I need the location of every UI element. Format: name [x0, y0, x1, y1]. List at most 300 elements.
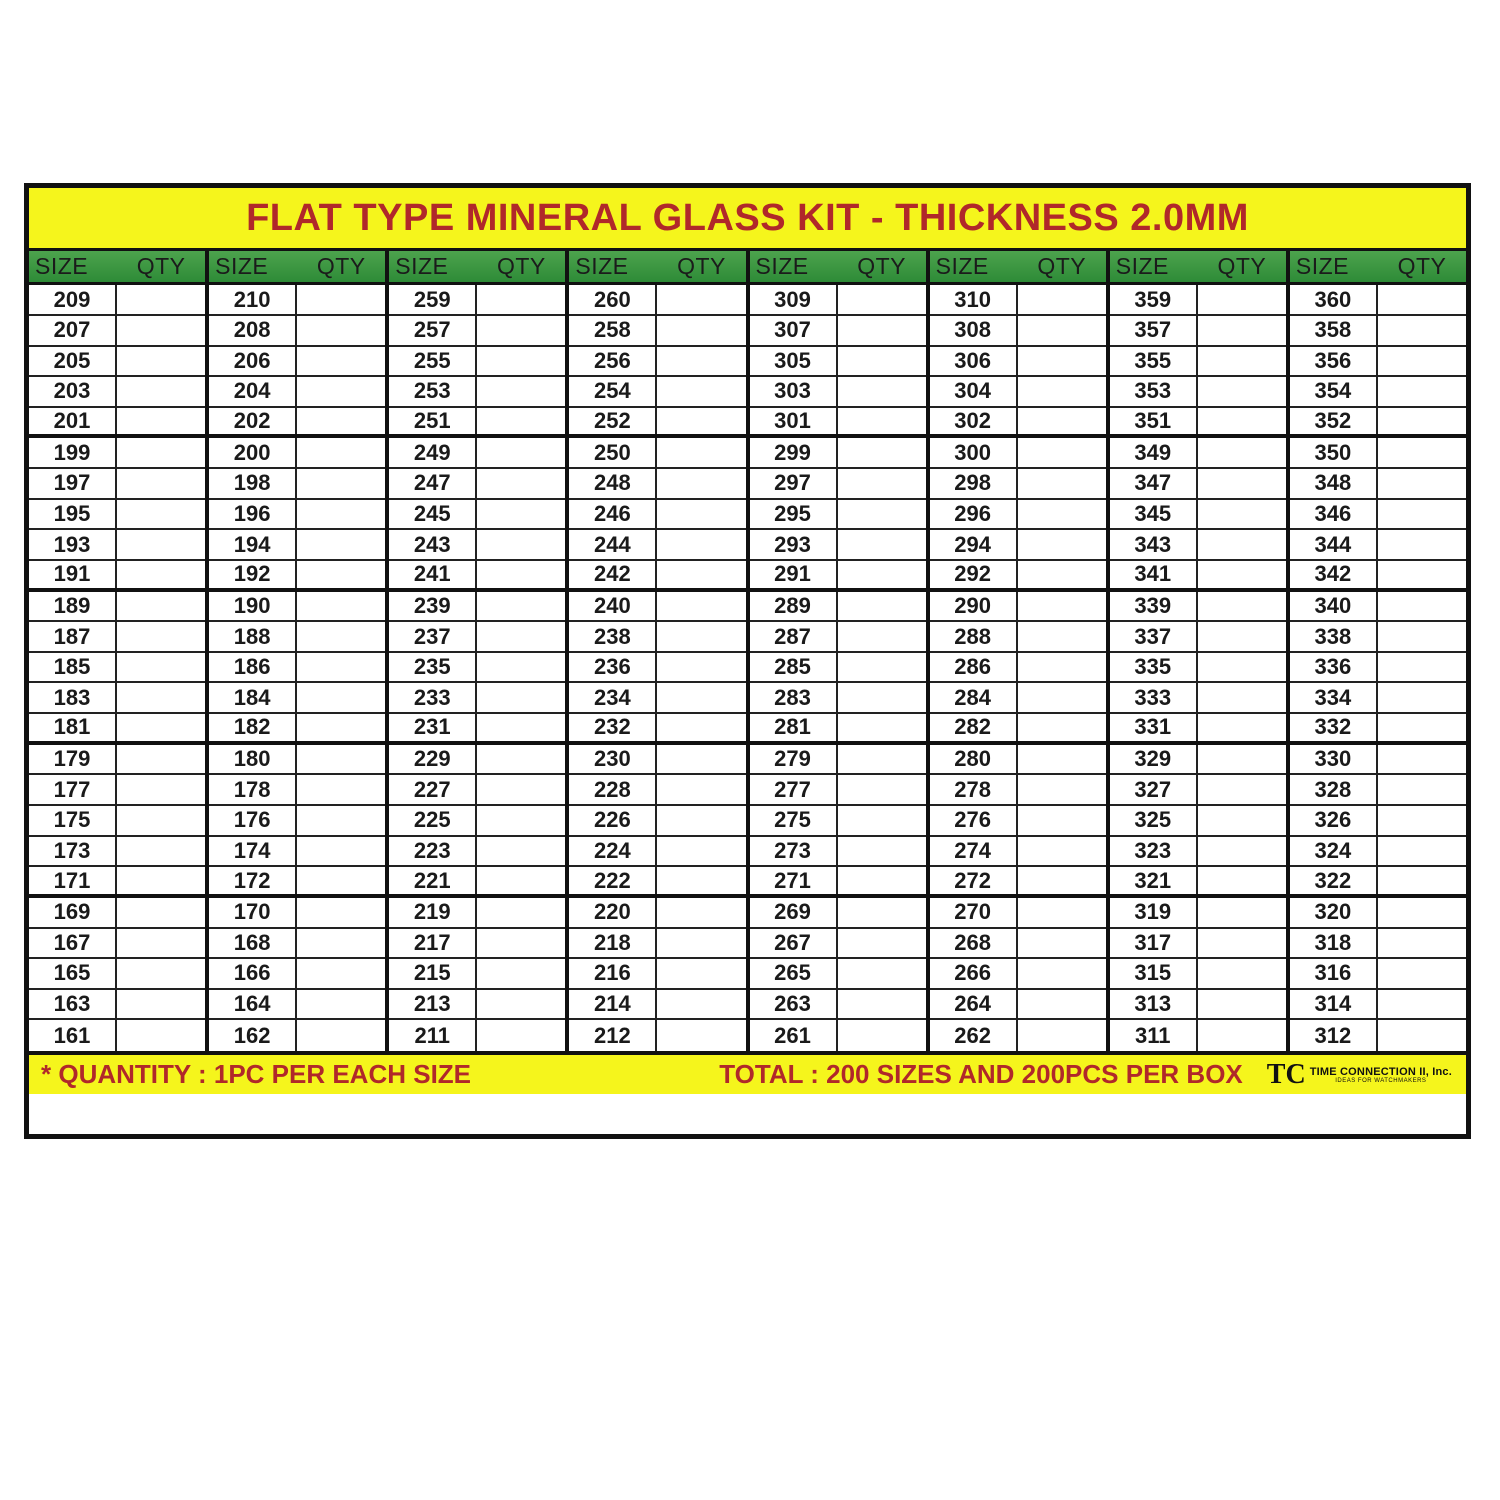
size-cell: 188 [209, 622, 297, 651]
table-row [209, 592, 385, 623]
size-cell: 162 [209, 1020, 297, 1051]
size-cell: 322 [1290, 867, 1378, 894]
title-main: FLAT TYPE MINERAL GLASS KIT - THICKNESS [246, 196, 1131, 239]
qty-cell [117, 561, 205, 588]
qty-cell [838, 714, 926, 741]
qty-cell [297, 408, 385, 435]
size-cell: 321 [1110, 867, 1198, 894]
qty-cell [1018, 929, 1106, 958]
qty-cell [477, 775, 565, 804]
qty-cell [117, 530, 205, 559]
size-cell: 200 [209, 438, 297, 467]
qty-cell [117, 500, 205, 529]
size-cell: 341 [1110, 561, 1198, 588]
table-row [930, 898, 1106, 929]
table-row [930, 408, 1106, 439]
qty-cell [657, 775, 745, 804]
qty-cell [297, 561, 385, 588]
table-row [29, 714, 205, 745]
size-cell: 343 [1110, 530, 1198, 559]
qty-cell [297, 530, 385, 559]
table-row [930, 867, 1106, 898]
column-header [1290, 251, 1466, 285]
table-row [209, 622, 385, 653]
qty-cell [1378, 714, 1466, 741]
table-row [569, 837, 745, 868]
table-row [930, 500, 1106, 531]
table-row [209, 929, 385, 960]
size-cell: 306 [930, 347, 1018, 376]
size-cell: 168 [209, 929, 297, 958]
table-row [389, 806, 565, 837]
size-cell: 257 [389, 316, 477, 345]
table-row [209, 530, 385, 561]
table-row [29, 592, 205, 623]
qty-cell [297, 929, 385, 958]
size-cell: 230 [569, 745, 657, 774]
qty-cell [1198, 837, 1286, 866]
table-row [29, 530, 205, 561]
qty-cell [297, 867, 385, 894]
size-cell: 280 [930, 745, 1018, 774]
qty-cell [1198, 745, 1286, 774]
table-row [1290, 775, 1466, 806]
table-row [750, 683, 926, 714]
company-logo [1266, 1058, 1452, 1090]
size-cell: 284 [930, 683, 1018, 712]
qty-cell [1018, 745, 1106, 774]
size-cell: 315 [1110, 959, 1198, 988]
size-column-5 [746, 251, 926, 1051]
table-row [930, 714, 1106, 745]
size-cell: 190 [209, 592, 297, 621]
qty-cell [1198, 898, 1286, 927]
table-row [750, 377, 926, 408]
qty-cell [657, 347, 745, 376]
size-cell: 359 [1110, 285, 1198, 314]
table-row [569, 806, 745, 837]
size-cell: 295 [750, 500, 838, 529]
table-row [569, 990, 745, 1021]
table-row [750, 469, 926, 500]
qty-cell [1378, 622, 1466, 651]
table-row [750, 592, 926, 623]
size-cell: 323 [1110, 837, 1198, 866]
qty-cell [477, 500, 565, 529]
size-cell: 240 [569, 592, 657, 621]
size-cell: 210 [209, 285, 297, 314]
qty-cell [657, 561, 745, 588]
size-cell: 277 [750, 775, 838, 804]
size-cell: 174 [209, 837, 297, 866]
table-row [389, 592, 565, 623]
size-cell: 266 [930, 959, 1018, 988]
qty-cell [838, 377, 926, 406]
qty-cell [657, 377, 745, 406]
qty-cell [117, 622, 205, 651]
table-row [29, 745, 205, 776]
table-row [1110, 806, 1286, 837]
logo-tagline: IDEAS FOR WATCHMAKERS [1335, 1077, 1427, 1084]
size-cell: 211 [389, 1020, 477, 1051]
table-row [750, 959, 926, 990]
table-row [569, 683, 745, 714]
header-size-label: SIZE [395, 253, 449, 280]
size-cell: 171 [29, 867, 117, 894]
qty-cell [117, 592, 205, 621]
size-cell: 329 [1110, 745, 1198, 774]
table-row [930, 377, 1106, 408]
size-cell: 231 [389, 714, 477, 741]
table-row [389, 316, 565, 347]
size-cell: 297 [750, 469, 838, 498]
table-row [1290, 285, 1466, 316]
qty-cell [1198, 347, 1286, 376]
size-cell: 217 [389, 929, 477, 958]
table-row [1110, 990, 1286, 1021]
size-cell: 236 [569, 653, 657, 682]
size-cell: 216 [569, 959, 657, 988]
table-row [389, 959, 565, 990]
table-row [750, 714, 926, 745]
qty-cell [297, 500, 385, 529]
table-row [1290, 745, 1466, 776]
qty-cell [477, 316, 565, 345]
table-row [569, 285, 745, 316]
size-cell: 197 [29, 469, 117, 498]
table-row [1110, 500, 1286, 531]
page-title [246, 197, 1249, 240]
size-cell: 181 [29, 714, 117, 741]
size-cell: 360 [1290, 285, 1378, 314]
qty-cell [477, 683, 565, 712]
size-cell: 227 [389, 775, 477, 804]
table-row [1110, 683, 1286, 714]
table-row [930, 561, 1106, 592]
table-row [389, 285, 565, 316]
size-cell: 285 [750, 653, 838, 682]
table-row [389, 438, 565, 469]
table-row [29, 1020, 205, 1051]
size-cell: 262 [930, 1020, 1018, 1051]
qty-cell [657, 959, 745, 988]
qty-cell [117, 316, 205, 345]
table-row [209, 959, 385, 990]
table-row [930, 622, 1106, 653]
size-cell: 314 [1290, 990, 1378, 1019]
table-row [389, 469, 565, 500]
table-row [29, 990, 205, 1021]
table-row [569, 867, 745, 898]
qty-cell [838, 683, 926, 712]
size-cell: 281 [750, 714, 838, 741]
qty-cell [1198, 592, 1286, 621]
size-cell: 348 [1290, 469, 1378, 498]
table-row [29, 377, 205, 408]
size-column-8 [1286, 251, 1466, 1051]
table-row [29, 806, 205, 837]
table-row [1290, 592, 1466, 623]
table-row [750, 1020, 926, 1051]
qty-cell [657, 745, 745, 774]
table-row [569, 929, 745, 960]
size-cell: 272 [930, 867, 1018, 894]
qty-cell [297, 622, 385, 651]
size-cell: 325 [1110, 806, 1198, 835]
table-row [569, 561, 745, 592]
size-cell: 189 [29, 592, 117, 621]
table-row [389, 500, 565, 531]
size-cell: 202 [209, 408, 297, 435]
size-cell: 228 [569, 775, 657, 804]
qty-cell [117, 653, 205, 682]
size-cell: 214 [569, 990, 657, 1019]
size-cell: 319 [1110, 898, 1198, 927]
size-cell: 242 [569, 561, 657, 588]
qty-cell [1018, 683, 1106, 712]
size-cell: 186 [209, 653, 297, 682]
size-cell: 344 [1290, 530, 1378, 559]
qty-cell [657, 683, 745, 712]
column-header [1110, 251, 1286, 285]
qty-cell [297, 714, 385, 741]
footer-bar [29, 1051, 1466, 1094]
qty-cell [1378, 408, 1466, 435]
qty-cell [1198, 683, 1286, 712]
size-cell: 243 [389, 530, 477, 559]
size-cell: 212 [569, 1020, 657, 1051]
qty-cell [1378, 745, 1466, 774]
size-cell: 254 [569, 377, 657, 406]
table-row [1110, 745, 1286, 776]
qty-cell [1378, 592, 1466, 621]
qty-cell [1018, 347, 1106, 376]
size-cell: 345 [1110, 500, 1198, 529]
size-cell: 184 [209, 683, 297, 712]
size-cell: 328 [1290, 775, 1378, 804]
size-cell: 298 [930, 469, 1018, 498]
qty-cell [297, 377, 385, 406]
size-cell: 163 [29, 990, 117, 1019]
size-cell: 185 [29, 653, 117, 682]
header-size-label: SIZE [1295, 253, 1349, 280]
table-row [29, 683, 205, 714]
size-cell: 215 [389, 959, 477, 988]
size-cell: 310 [930, 285, 1018, 314]
qty-cell [117, 867, 205, 894]
qty-cell [1198, 653, 1286, 682]
table-row [750, 837, 926, 868]
size-cell: 165 [29, 959, 117, 988]
size-cell: 347 [1110, 469, 1198, 498]
table-row [569, 775, 745, 806]
header-qty-label: QTY [1037, 253, 1087, 280]
qty-cell [1198, 469, 1286, 498]
size-column-7 [1106, 251, 1286, 1051]
qty-cell [1018, 438, 1106, 467]
table-row [569, 653, 745, 684]
size-cell: 199 [29, 438, 117, 467]
qty-cell [838, 806, 926, 835]
size-cell: 358 [1290, 316, 1378, 345]
table-row [29, 469, 205, 500]
qty-cell [477, 561, 565, 588]
qty-cell [838, 561, 926, 588]
qty-cell [838, 530, 926, 559]
qty-cell [1018, 653, 1106, 682]
size-cell: 223 [389, 837, 477, 866]
table-row [569, 898, 745, 929]
table-row [1290, 653, 1466, 684]
qty-cell [838, 653, 926, 682]
title-thickness: 2.0MM [1130, 196, 1249, 239]
size-cell: 176 [209, 806, 297, 835]
qty-cell [838, 285, 926, 314]
table-row [569, 714, 745, 745]
qty-cell [1378, 316, 1466, 345]
table-row [1290, 867, 1466, 898]
table-row [569, 622, 745, 653]
header-size-label: SIZE [35, 253, 89, 280]
qty-cell [838, 469, 926, 498]
qty-cell [297, 285, 385, 314]
qty-cell [477, 622, 565, 651]
size-cell: 296 [930, 500, 1018, 529]
size-cell: 187 [29, 622, 117, 651]
table-row [389, 837, 565, 868]
size-cell: 304 [930, 377, 1018, 406]
size-cell: 207 [29, 316, 117, 345]
qty-cell [1018, 898, 1106, 927]
size-cell: 244 [569, 530, 657, 559]
qty-cell [1198, 959, 1286, 988]
size-cell: 313 [1110, 990, 1198, 1019]
table-row [930, 775, 1106, 806]
size-cell: 233 [389, 683, 477, 712]
size-cell: 299 [750, 438, 838, 467]
size-cell: 307 [750, 316, 838, 345]
qty-cell [1378, 347, 1466, 376]
table-row [1290, 438, 1466, 469]
table-row [1290, 990, 1466, 1021]
qty-cell [1018, 837, 1106, 866]
size-cell: 333 [1110, 683, 1198, 712]
size-cell: 354 [1290, 377, 1378, 406]
size-cell: 245 [389, 500, 477, 529]
size-cell: 317 [1110, 929, 1198, 958]
size-cell: 208 [209, 316, 297, 345]
qty-cell [1198, 990, 1286, 1019]
size-cell: 182 [209, 714, 297, 741]
column-header [209, 251, 385, 285]
size-cell: 270 [930, 898, 1018, 927]
qty-cell [1018, 316, 1106, 345]
qty-cell [477, 285, 565, 314]
size-cell: 274 [930, 837, 1018, 866]
qty-cell [657, 1020, 745, 1051]
qty-cell [657, 622, 745, 651]
column-header [569, 251, 745, 285]
size-cell: 260 [569, 285, 657, 314]
qty-cell [117, 285, 205, 314]
table-row [389, 1020, 565, 1051]
column-header [750, 251, 926, 285]
size-cell: 169 [29, 898, 117, 927]
table-row [389, 775, 565, 806]
size-cell: 327 [1110, 775, 1198, 804]
size-cell: 293 [750, 530, 838, 559]
size-cell: 264 [930, 990, 1018, 1019]
qty-cell [1018, 775, 1106, 804]
total-note: TOTAL : 200 SIZES AND 200PCS PER BOX [719, 1059, 1243, 1089]
qty-cell [297, 898, 385, 927]
qty-cell [1198, 530, 1286, 559]
qty-cell [657, 469, 745, 498]
qty-cell [297, 1020, 385, 1051]
size-cell: 250 [569, 438, 657, 467]
qty-cell [1018, 285, 1106, 314]
qty-cell [1018, 1020, 1106, 1051]
size-cell: 246 [569, 500, 657, 529]
qty-cell [1378, 775, 1466, 804]
header-size-label: SIZE [575, 253, 629, 280]
table-row [1110, 653, 1286, 684]
qty-cell [657, 592, 745, 621]
qty-cell [1378, 530, 1466, 559]
qty-cell [1018, 622, 1106, 651]
size-cell: 330 [1290, 745, 1378, 774]
qty-cell [1018, 806, 1106, 835]
size-cell: 326 [1290, 806, 1378, 835]
qty-cell [117, 438, 205, 467]
table-row [1110, 775, 1286, 806]
size-cell: 336 [1290, 653, 1378, 682]
table-row [389, 561, 565, 592]
qty-cell [477, 347, 565, 376]
qty-cell [1378, 1020, 1466, 1051]
table-row [209, 775, 385, 806]
qty-cell [1018, 990, 1106, 1019]
table-row [209, 653, 385, 684]
size-cell: 237 [389, 622, 477, 651]
size-cell: 309 [750, 285, 838, 314]
size-cell: 282 [930, 714, 1018, 741]
size-cell: 288 [930, 622, 1018, 651]
size-cell: 173 [29, 837, 117, 866]
qty-cell [297, 775, 385, 804]
qty-cell [1018, 867, 1106, 894]
qty-cell [117, 683, 205, 712]
qty-cell [477, 1020, 565, 1051]
table-row [750, 653, 926, 684]
size-cell: 224 [569, 837, 657, 866]
table-row [569, 1020, 745, 1051]
size-cell: 342 [1290, 561, 1378, 588]
table-row [389, 867, 565, 898]
qty-cell [297, 806, 385, 835]
qty-cell [657, 530, 745, 559]
table-row [750, 561, 926, 592]
table-row [1290, 530, 1466, 561]
qty-cell [1198, 285, 1286, 314]
qty-cell [657, 867, 745, 894]
table-row [1290, 408, 1466, 439]
size-cell: 191 [29, 561, 117, 588]
qty-cell [838, 867, 926, 894]
table-row [29, 285, 205, 316]
table-row [389, 530, 565, 561]
table-row [1290, 714, 1466, 745]
